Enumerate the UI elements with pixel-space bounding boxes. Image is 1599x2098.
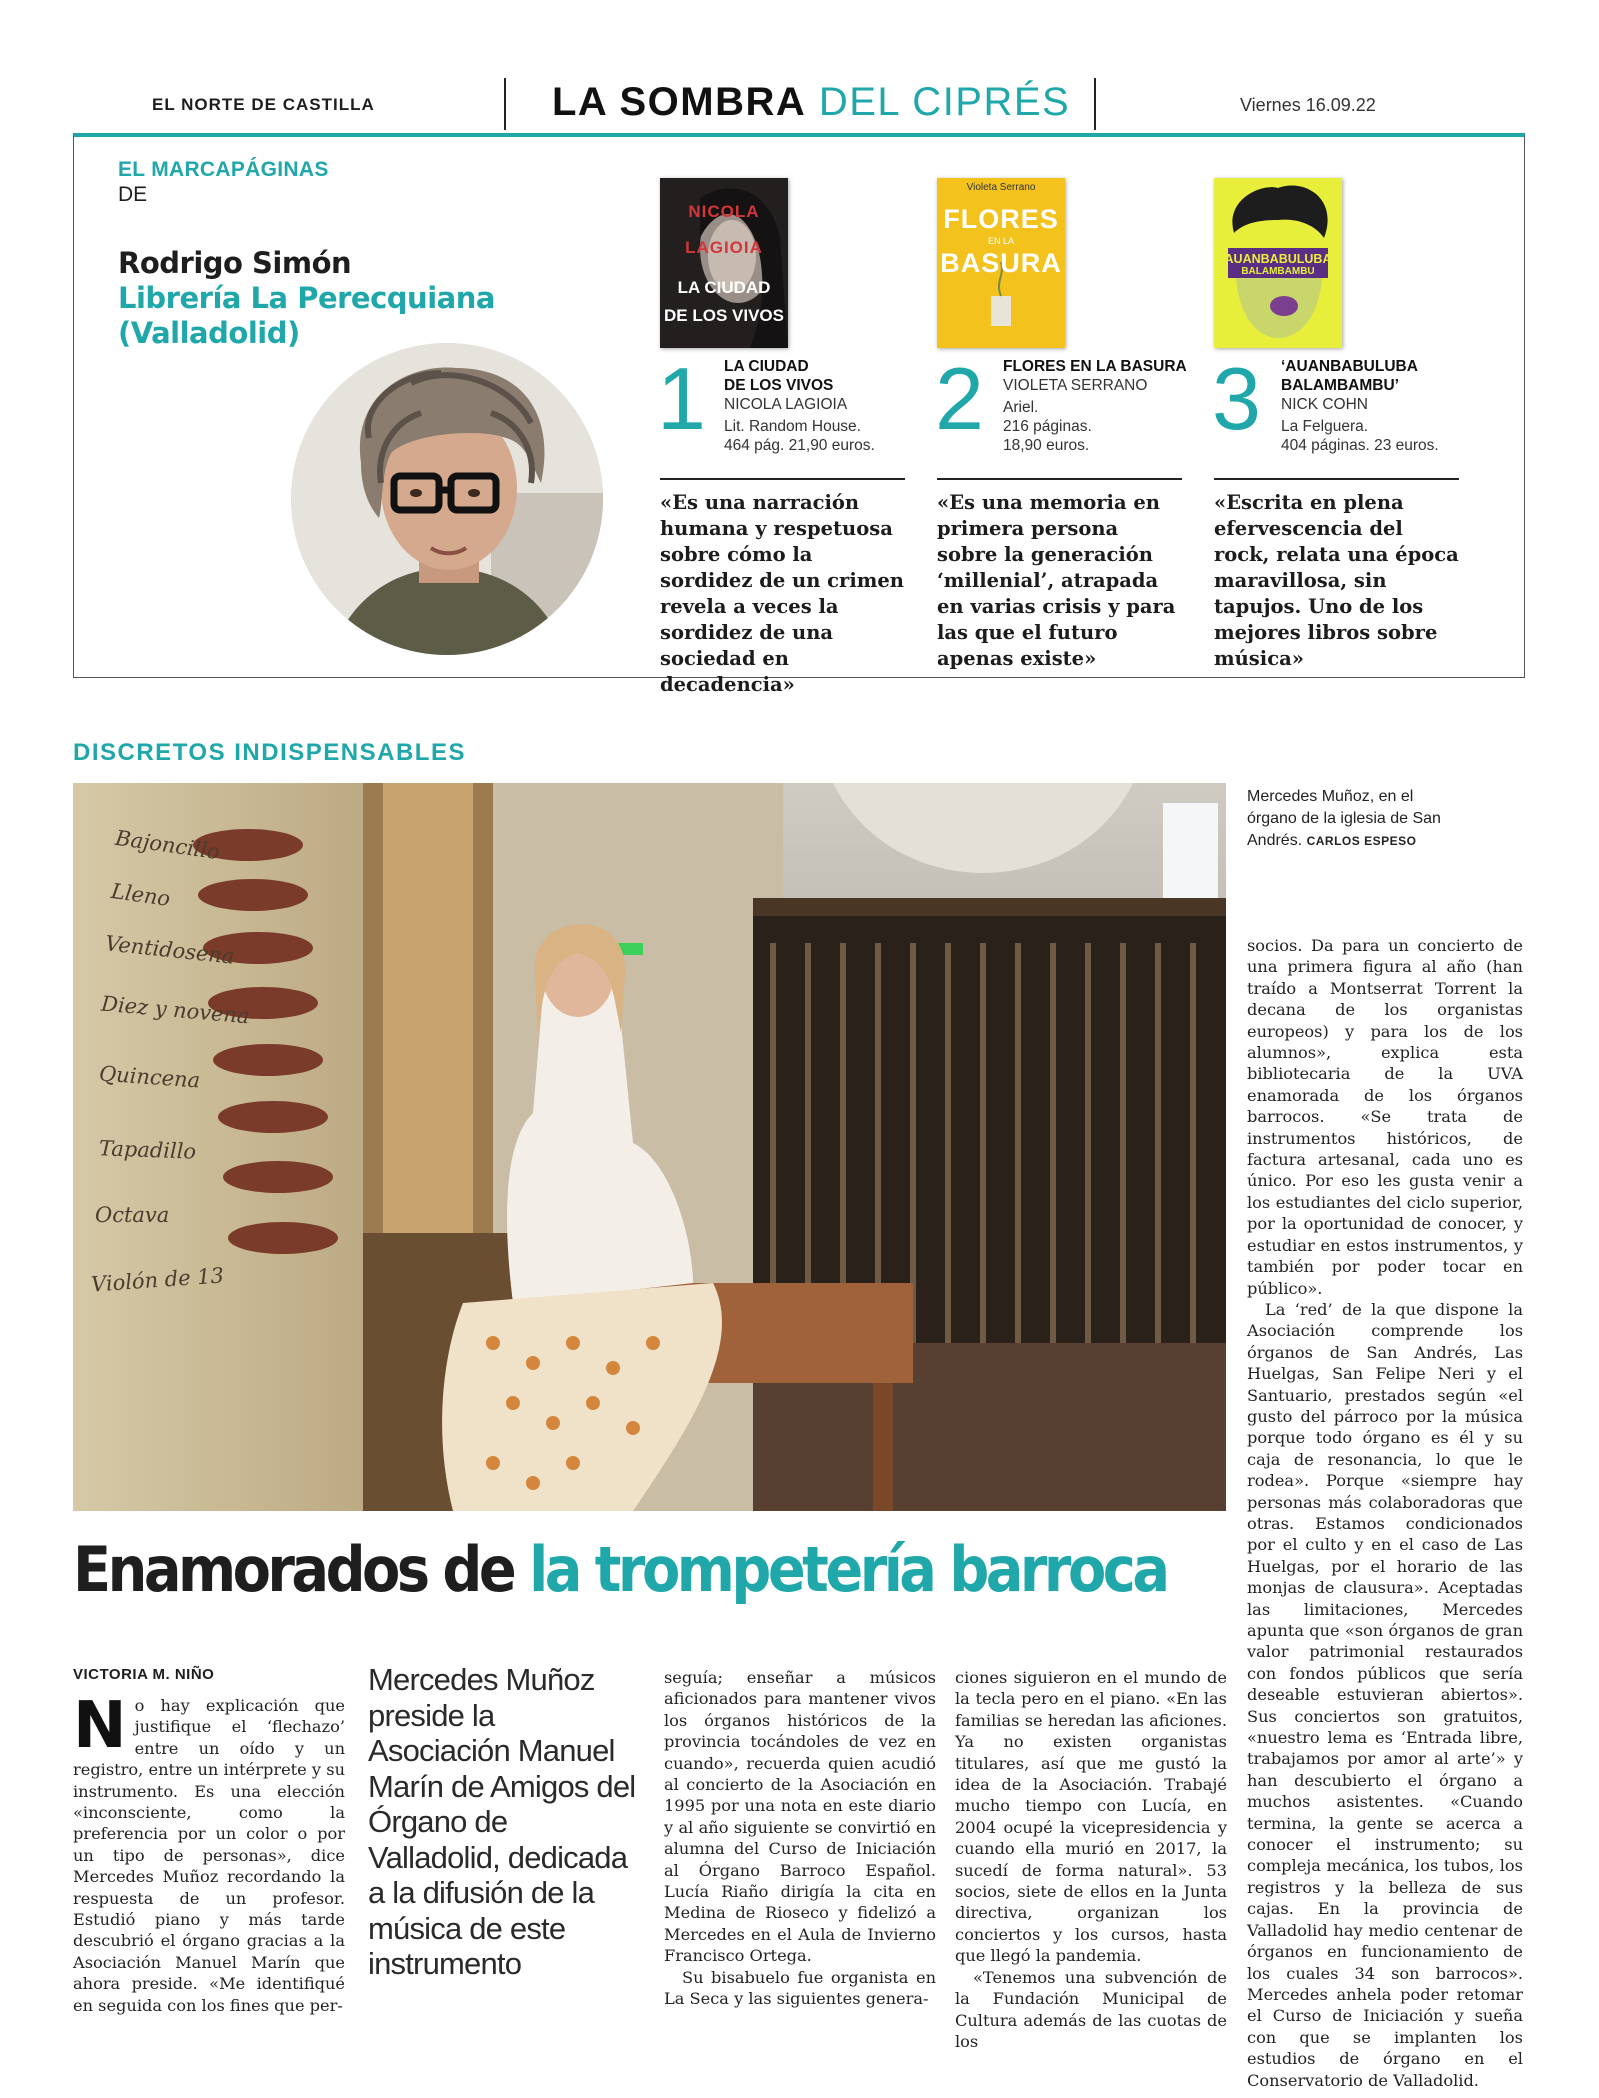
book-rule	[937, 478, 1182, 480]
photo-caption	[1247, 786, 1447, 852]
organ-stop-label: Octava	[95, 1203, 170, 1227]
book-detail: 18,90 euros.	[1003, 437, 1090, 454]
cover-title-b: EN LA	[987, 236, 1014, 246]
book-quote-2: «Es una memoria en primera persona sobre la generación ‘millenial’, atrapada en varias crisis y para las que el futuro apenas existe»	[937, 491, 1176, 670]
organ-stop-label: Ventidosena	[104, 931, 236, 969]
article-paragraph: socios. Da para un concierto de una primera figura al año (han traído a Montserrat Torrent la decana de los organistas europeos) y para los de los alumnos», explica esta bibliotecaria de la UVA enamorada de los órganos barrocos. «Se trata de instrumentos históricos, de factura artesanal, cada uno es único. Por eso les gusta venir a los estudiantes del ciclo superior, por la oportunidad de conocer, y estudiar en estos instrumentos, y también por poder tocar en público».	[1247, 936, 1523, 1298]
cover-title-a: FLORES	[943, 204, 1059, 234]
headline-part-b: la trompetería barroca	[529, 1533, 1167, 1606]
section-title	[552, 80, 1070, 125]
article-column-3	[664, 1667, 936, 2010]
book-rule	[1214, 478, 1459, 480]
book-detail: Ariel.	[1003, 399, 1039, 416]
header-divider	[504, 78, 506, 130]
byline: VICTORIA M. NIÑO	[73, 1666, 215, 1683]
article-paragraph: ciones siguieron en el mundo de la tecla pero en el piano. «En las familias se heredan las aficiones. Ya no existen organistas titulares, así que me gustó la idea de la Asociación. Trabajé mucho tiempo con Lucía, en 2004 ocupé la vicepresidencia y cuando ella murió en 2017, la sucedí de forma natural». 53 socios, siete de ellos en la Junta directiva, organizan los conciertos y los cursos, hasta que llegó la pandemia.	[955, 1668, 1227, 1966]
book-cover-1	[660, 178, 788, 348]
book-title-line: ‘AUANBABULUBA	[1281, 358, 1418, 375]
bookshop-line: Librería La Perecquiana	[118, 281, 495, 315]
cover-author-last: LAGIOIA	[685, 238, 763, 257]
book-author: NICK COHN	[1281, 396, 1368, 413]
book-detail: 216 páginas.	[1003, 418, 1092, 435]
article-column-1	[73, 1689, 345, 2016]
header-divider	[1094, 78, 1096, 130]
organ-stop-label: Tapadillo	[98, 1136, 197, 1164]
book-info-1	[724, 357, 909, 455]
article-paragraph: seguía; enseñar a músicos aficionados para mantener vivos los órganos históricos de la provincia tocándoles de vez en cuando», recuerda quien acudió al concierto de la Asociación en 1995 por una nota en este diario y al año siguiente se convirtió en alumna del Curso de Iniciación al Órgano Barroco Español. Lucía Riaño dirigía la cita en Medina de Rioseco y fidelizó a Mercedes en el Aula de Invierno Francisco Ortega.	[664, 1668, 936, 1966]
book-title-line: LA CIUDAD	[724, 358, 809, 375]
book-number-1: 1	[657, 349, 706, 448]
headline-part-a: Enamorados de	[73, 1533, 530, 1606]
article-headline	[73, 1530, 1166, 1610]
book-title-line: DE LOS VIVOS	[724, 377, 834, 394]
book-number-3: 3	[1212, 349, 1261, 448]
book-info-3	[1281, 357, 1481, 455]
cover-title-b: BALAMBAMBU	[1241, 266, 1315, 277]
photo-credit: CARLOS ESPESO	[1306, 834, 1417, 848]
portrait-illustration	[291, 343, 603, 655]
cover-title-a: LA CIUDAD	[677, 278, 771, 297]
organ-stop-label: Lleno	[109, 878, 172, 912]
cover-title-b: DE LOS VIVOS	[664, 306, 784, 325]
drop-cap: N	[73, 1689, 127, 1763]
book-author: NICOLA LAGIOIA	[724, 396, 848, 413]
bookmark-de: DE	[118, 183, 148, 206]
book-info-2	[1003, 357, 1193, 455]
organ-stop-label: Quincena	[98, 1061, 201, 1093]
article-section-label: DISCRETOS INDISPENSABLES	[73, 739, 466, 766]
article-paragraph: «Tenemos una subvención de la Fundación Municipal de Cultura además de las cuotas de los	[955, 1967, 1227, 2051]
cover-title-a: AUANBABULUBA	[1224, 252, 1332, 266]
book-author: VIOLETA SERRANO	[1003, 377, 1148, 394]
book-number-2: 2	[935, 349, 984, 448]
organ-stop-label: Violón de 13	[90, 1263, 225, 1297]
article-photo	[73, 783, 1226, 1511]
book-detail: 464 pág. 21,90 euros.	[724, 437, 875, 454]
bookseller-portrait	[291, 343, 603, 655]
article-paragraph: Su bisabuelo fue organista en La Seca y las siguientes genera-	[664, 1967, 936, 2009]
bookshop-name	[118, 281, 495, 351]
cover-author: Violeta Serrano	[966, 182, 1036, 193]
book-title-line: FLORES EN LA BASURA	[1003, 358, 1187, 375]
book-detail: La Felguera.	[1281, 418, 1369, 435]
book-quote-1: «Es una narración humana y respetuosa sobre cómo la sordidez de un crimen revela a veces la sordidez de una sociedad en decadencia»	[660, 491, 904, 696]
organ-stop-label: Bajoncillo	[113, 825, 222, 865]
cover-author-first: NICOLA	[688, 202, 760, 221]
bookmark-kicker: EL MARCAPÁGINAS	[118, 158, 329, 181]
book-detail: 404 páginas. 23 euros.	[1281, 437, 1439, 454]
bookshop-city: (Valladolid)	[118, 316, 300, 350]
book-quote-3: «Escrita en plena efervescencia del rock, relata una época maravillosa, sin tapujos. Uno de los mejores libros sobre música»	[1214, 491, 1459, 670]
book-cover-3	[1214, 178, 1342, 348]
section-title-a: LA SOMBRA	[552, 80, 807, 124]
organ-photo-illustration	[73, 783, 1226, 1511]
bookseller-name: Rodrigo Simón	[118, 246, 352, 280]
organ-stop-label: Diez y novena	[100, 991, 251, 1029]
article-column-4	[955, 1667, 1227, 2052]
article-paragraph: La ‘red’ de la que dispone la Asociación comprende los órganos de San Andrés, Las Huelgas, San Felipe Neri y el Santuario, prestados según «el gusto del párroco por la música porque todo órgano es él y su caja de resonancia, lo que le rodea». Porque «siempre hay personas más colaboradoras que otras. Estamos condicionados por el culto y en el caso de Las Huelgas, por el horario de las monjas de clausura». Aceptadas las limitaciones, Mercedes apunta que «son órganos de gran valor patrimonial restaurados con fondos públicos que sería deseable estuvieran abiertos». Sus conciertos son gratuitos, «nuestro lema es ‘Entrada libre, trabajamos por amor al arte’» y han descubierto el órgano a muchos asistentes. «Cuando termina, la gente se acerca a conocer el instrumento; su compleja mecánica, los tubos, los registros y la belleza de sus cajas. En la provincia de Valladolid hay medio centenar de órganos en funcionamiento de los cuales 34 son barrocos». Mercedes anhela poder retomar el Curso de Iniciación y sueña con que se implanten los estudios de órgano en el Conservatorio de Valladolid.	[1247, 1299, 1523, 2090]
section-title-b: DEL CIPRÉS	[818, 80, 1071, 124]
article-paragraph: o hay explicación que justifique el ‘flechazo’ entre un oído y un registro, entre un intérprete y su instrumento. Es una elección «inconsciente, como la preferencia por un color o por un tipo de personas», dice Mercedes Muñoz recordando la respuesta de un profesor. Estudió piano y más tarde descubrió el órgano gracias a la Asociación Manuel Marín que ahora preside. «Me identifiqué en seguida con los fines que per-	[73, 1696, 345, 2015]
book-cover-2	[937, 178, 1065, 348]
book-rule	[660, 478, 905, 480]
newspaper-name: EL NORTE DE CASTILLA	[152, 95, 375, 114]
issue-date: Viernes 16.09.22	[1240, 95, 1376, 115]
book-title-line: BALAMBAMBU’	[1281, 377, 1399, 394]
article-column-5	[1247, 935, 1523, 2091]
book-detail: Lit. Random House.	[724, 418, 861, 435]
caption-text: Mercedes Muñoz, en el órgano de la iglesia de San Andrés.	[1247, 788, 1441, 849]
cover-title-c: BASURA	[940, 248, 1062, 278]
pull-quote: Mercedes Muñoz preside la Asociación Manuel Marín de Amigos del Órgano de Valladolid, dedicada a la difusión de la música de este instrumento	[368, 1662, 636, 1981]
